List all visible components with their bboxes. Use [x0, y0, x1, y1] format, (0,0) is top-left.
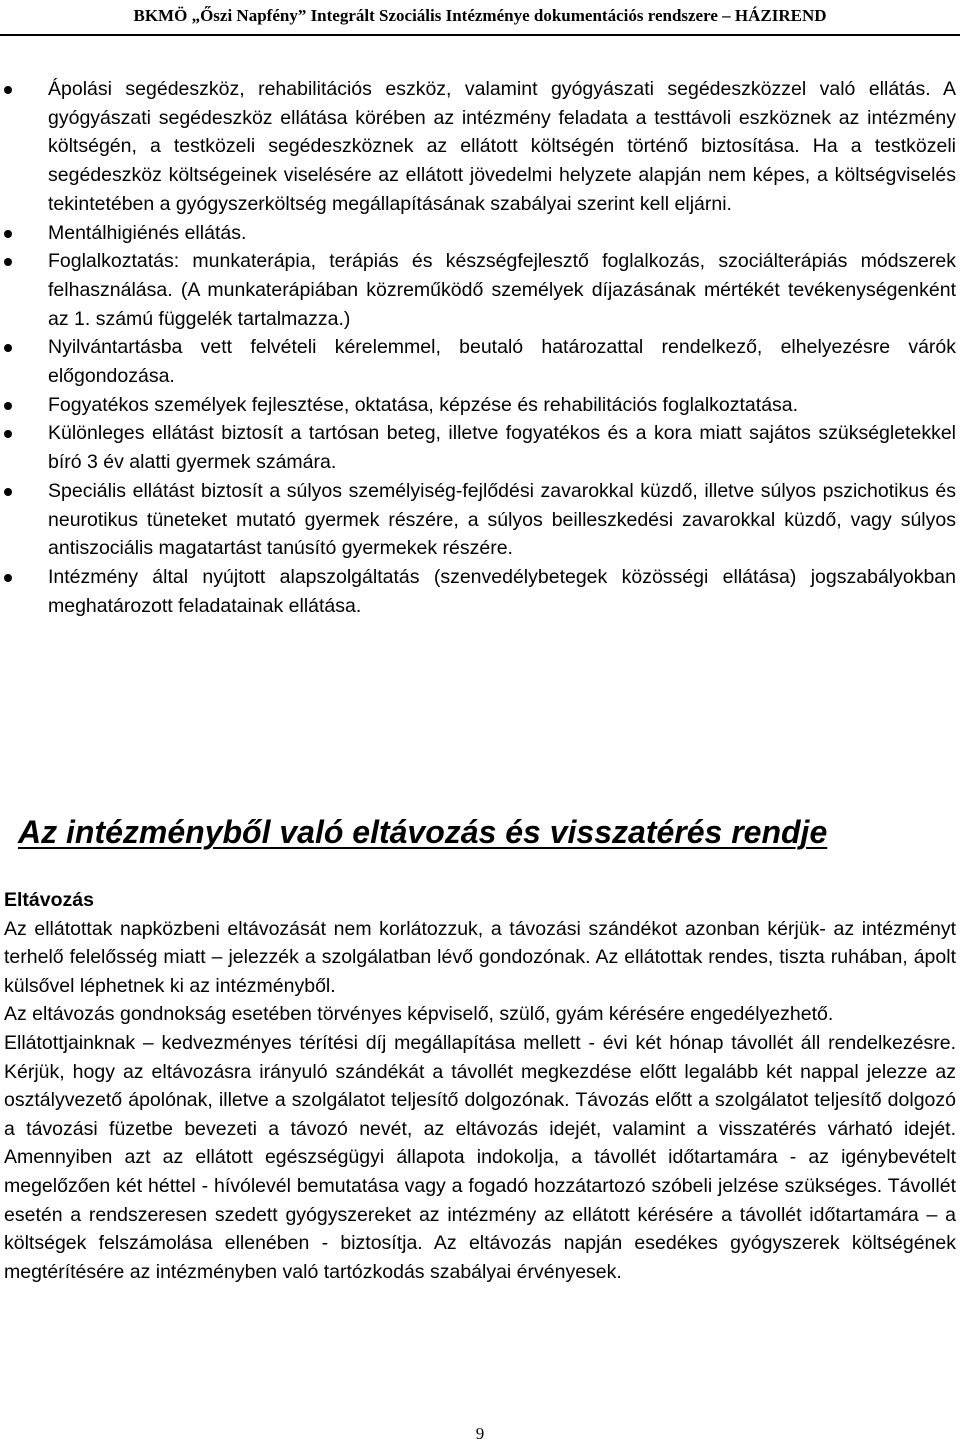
service-list-item-text: Fogyatékos személyek fejlesztése, oktatása, képzése és rehabilitációs foglalkoztatása.: [48, 393, 799, 416]
service-list-item-text: Intézmény által nyújtott alapszolgáltatás (szenvedélybetegek közösségi ellátása) jogszabályokban meghatározott feladatainak ellátása.: [48, 565, 956, 617]
page-number: 9: [475, 1424, 485, 1443]
body-paragraph: Ellátottjainknak – kedvezményes térítési díj megállapítása mellett - évi két hónap távollét áll rendelkezésre. Kérjük, hogy az eltávozásra irányuló szándékát a távollét megkezdése előtt legalább két nappal jelezze az osztályvezető ápolónak, illetve a szolgálatot teljesítő dolgozónak. Távozás előtt a szolgálatot teljesítő dolgozó a távozási füzetbe bevezeti a távozó nevét, az eltávozás idejét, valamint a visszatérés várható idejét. Amennyiben azt az ellátott egészségügyi állapota indokolja, a távollét időtartamára - az igénybevételt megelőzően két héttel - hívólevél bemutatása vagy a fogadó hozzátartozó szóbeli jelzése szükséges. Távollét esetén a rendszeresen szedett gyógyszereket az intézmény az ellátott kérésére a távollét időtartamára – a költségek felszámolása ellenében - biztosítja. Az eltávozás napján esedékes gyógyszerek költségének megtérítésére az intézményben való tartózkodás szabályai érvényesek.: [4, 1031, 956, 1283]
service-list: [0, 75, 956, 620]
service-list-item-text: Foglalkoztatás: munkaterápia, terápiás és készségfejlesztő foglalkozás, szociálterápiás módszerek felhasználása. (A munkaterápiában közreműködő személyek díjazásának mértékét tevékenységenként az 1. számú függelék tartalmazza.): [48, 250, 956, 330]
section-body: [4, 886, 956, 1286]
section-title: Az intézményből való eltávozás és visszatérés rendje: [18, 814, 828, 850]
page-header: [0, 6, 960, 26]
service-list-item-text: Mentálhigiénés ellátás.: [48, 221, 247, 244]
body-paragraph: Az ellátottak napközbeni eltávozását nem korlátozzuk, a távozási szándékot azonban kérjük- az intézményt terhelő felelősség miatt – jelezzék a szolgálatban lévő gondozónak. Az ellátottak rendes, tiszta ruhában, ápolt külsővel léphetnek ki az intézményből.: [4, 917, 956, 997]
service-list-item-text: Nyilvántartásba vett felvételi kérelemmel, beutaló határozattal rendelkező, elhelyezésre várók előgondozása.: [48, 336, 956, 388]
bullet-dot-icon: [4, 258, 12, 266]
service-list-item-text: Speciális ellátást biztosít a súlyos személyiség-fejlődési zavarokkal küzdő, illetve súlyos pszichotikus és neurotikus tüneteket mutató gyermek részére, a súlyos beilleszkedési zavarokkal küzdő, vagy súlyos antiszociális magatartást tanúsító gyermekek részére.: [48, 479, 956, 560]
body-paragraph: Az eltávozás gondnokság esetében törvényes képviselő, szülő, gyám kérésére engedélyezhető.: [4, 1003, 834, 1026]
service-list-item: [0, 419, 956, 476]
bullet-dot-icon: [4, 344, 12, 352]
service-list-item: [0, 477, 956, 563]
bullet-dot-icon: [4, 230, 12, 238]
service-list-item: [0, 75, 956, 219]
bullet-dot-icon: [4, 430, 12, 438]
bullet-dot-icon: [4, 402, 12, 410]
service-list-item: [0, 333, 956, 390]
section-subheading: Eltávozás: [4, 889, 94, 911]
page-header-title: BKMÖ „Őszi Napfény” Integrált Szociális Intézménye dokumentációs rendszere – HÁZIREND: [133, 6, 827, 25]
header-rule: [0, 34, 960, 36]
service-list-item: [0, 219, 956, 248]
service-list-item-text: Különleges ellátást biztosít a tartósan beteg, illetve fogyatékos és a kora miatt sajátos szükségletekkel bíró 3 év alatti gyermek számára.: [48, 422, 956, 474]
service-list-item-text: Ápolási segédeszköz, rehabilitációs eszköz, valamint gyógyászati segédeszközzel való ellátás. A gyógyászati segédeszköz ellátása körében az intézmény feladata a testtávoli eszköznek az intézmény költségén, a testközeli segédeszköznek az ellátott költségén történő biztosítása. Ha a testközeli segédeszköz költségeinek viselésére az ellátott jövedelmi helyzete alapján nem képes, a költségviselés tekintetében a gyógyszerköltség megállapításának szabályai szerint kell eljárni.: [48, 78, 956, 215]
bullet-dot-icon: [4, 574, 12, 582]
bullet-dot-icon: [4, 488, 12, 496]
service-list-item: [0, 391, 956, 420]
service-list-item: [0, 247, 956, 333]
service-list-item: [0, 563, 956, 620]
bullet-dot-icon: [4, 86, 12, 94]
